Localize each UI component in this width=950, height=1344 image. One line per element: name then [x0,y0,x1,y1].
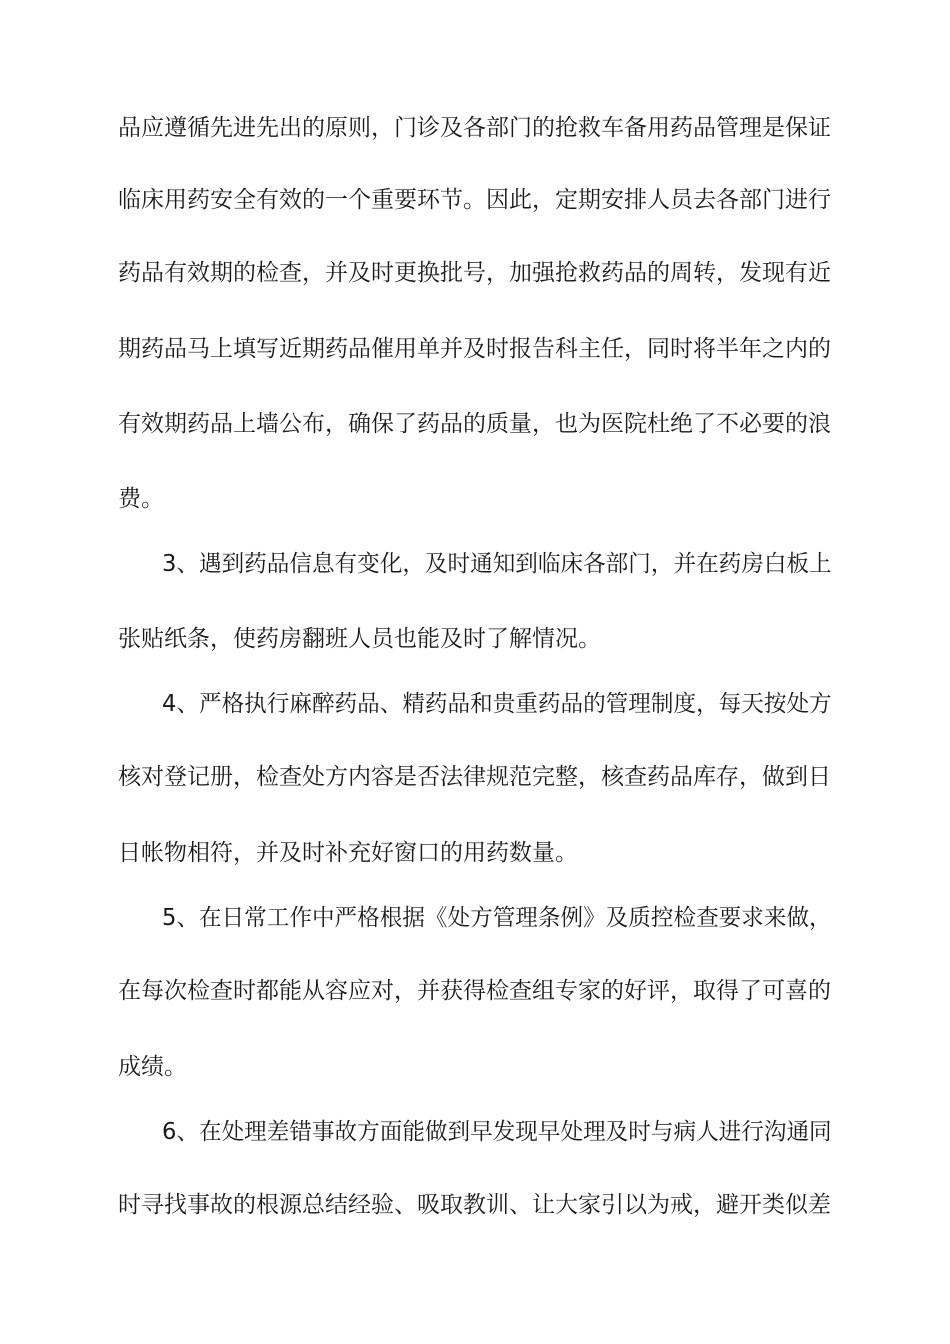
paragraph-line: 4、严格执行麻醉药品、精药品和贵重药品的管理制度，每天按处方 [162,691,832,717]
paragraph-line: 在每次检查时都能从容应对，并获得检查组专家的好评，取得了可喜的 [118,978,831,1004]
paragraph-line: 时寻找事故的根源总结经验、吸取教训、让大家引以为戒，避开类似差 [118,1192,831,1218]
paragraph-line: 6、在处理差错事故方面能做到早发现早处理及时与病人进行沟通同 [162,1119,832,1145]
paragraph-line: 核对登记册，检查处方内容是否法律规范完整，核查药品库存，做到日 [118,764,831,790]
paragraph-line: 期药品马上填写近期药品催用单并及时报告科主任，同时将半年之内的 [118,336,831,362]
paragraph-line: 临床用药安全有效的一个重要环节。因此，定期安排人员去各部门进行 [118,187,831,213]
paragraph-line: 张贴纸条，使药房翻班人员也能及时了解情况。 [118,626,601,652]
paragraph-line: 5、在日常工作中严格根据《处方管理条例》及质控检查要求来做， [162,905,832,931]
paragraph-line: 成绩。 [118,1054,187,1080]
paragraph-line: 日帐物相符，并及时补充好窗口的用药数量。 [118,840,578,866]
paragraph-line: 有效期药品上墙公布，确保了药品的质量，也为医院杜绝了不必要的浪 [118,411,831,437]
paragraph-line: 药品有效期的检查，并及时更换批号，加强抢救药品的周转，发现有近 [118,260,831,286]
paragraph-line: 费。 [118,486,164,512]
paragraph-line: 3、遇到药品信息有变化，及时通知到临床各部门，并在药房白板上 [162,551,832,577]
paragraph-line: 品应遵循先进先出的原则，门诊及各部门的抢救车备用药品管理是保证 [118,115,831,141]
